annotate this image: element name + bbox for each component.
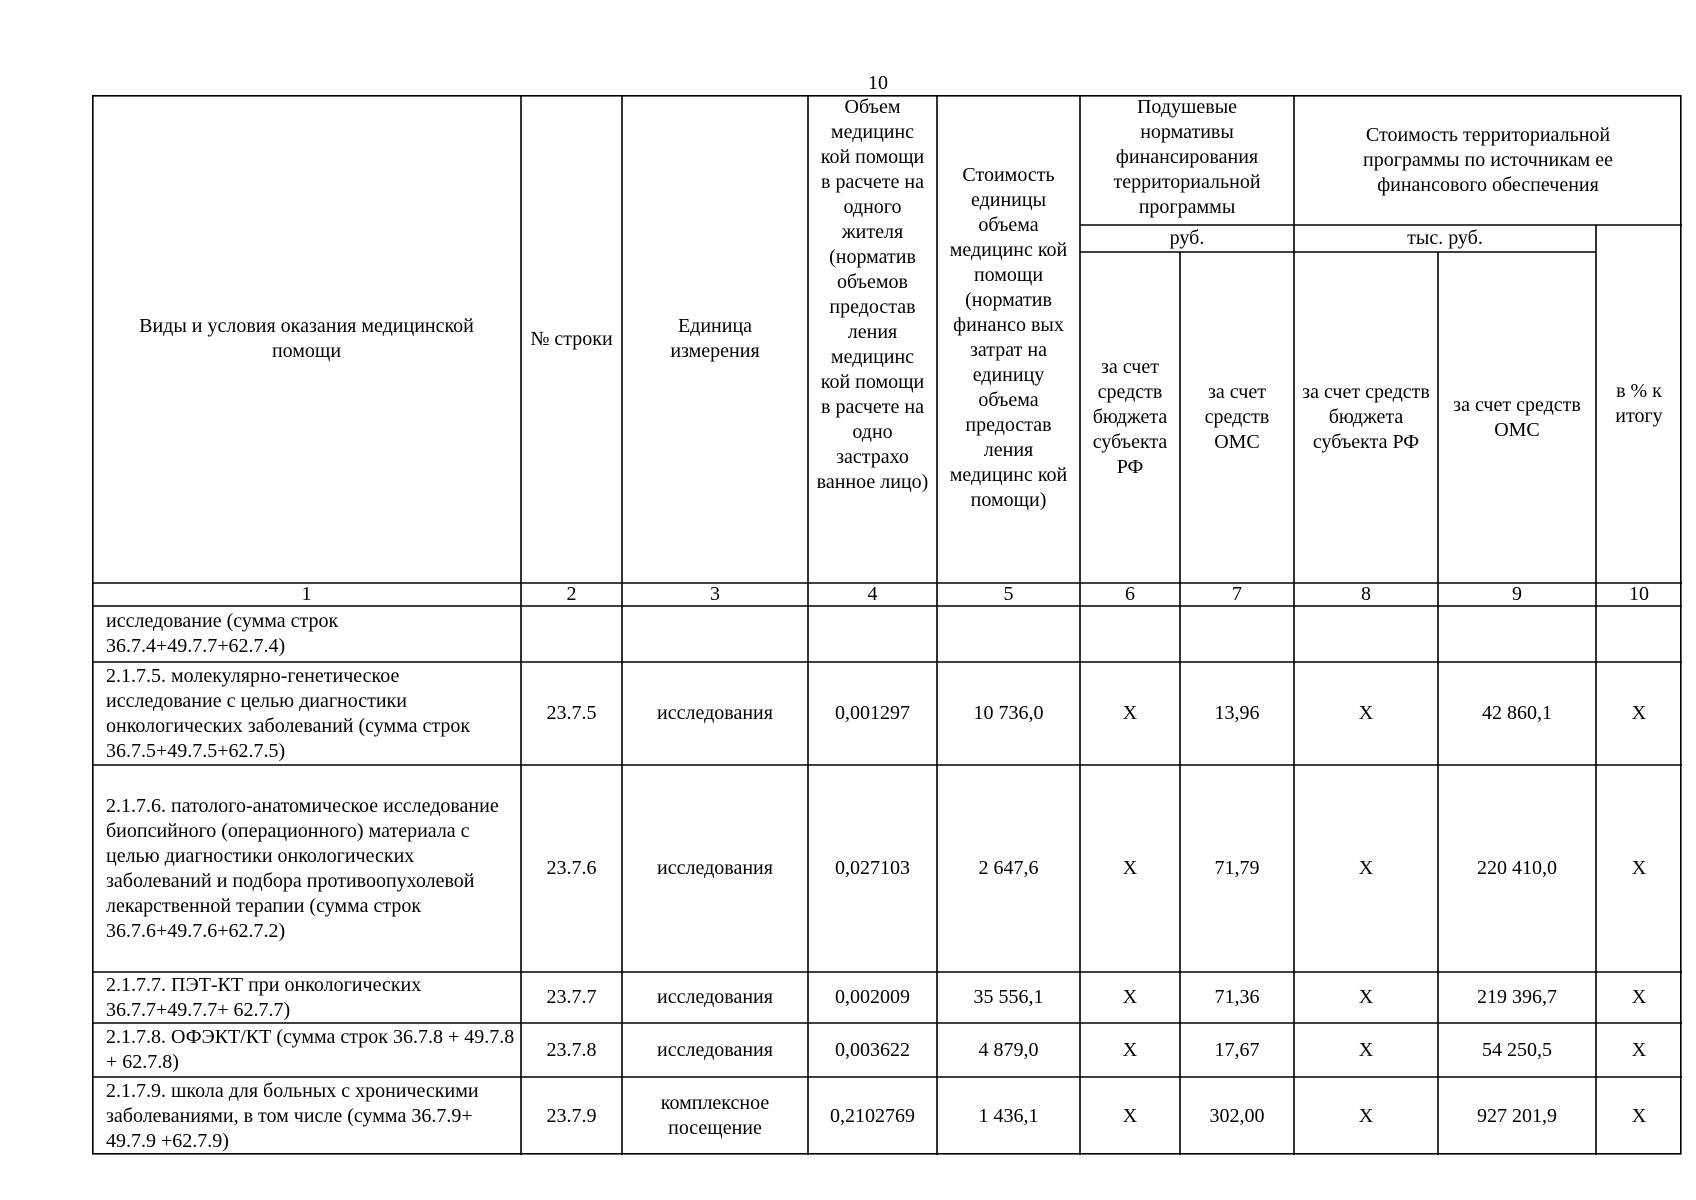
- row-line-number-text: 23.7.6: [546, 857, 597, 879]
- row-per-capita-oms: [1180, 972, 1294, 1023]
- row-line-number-text: 23.7.9: [546, 1104, 597, 1127]
- header-types-of-care: Виды и условия оказания медицинской помощи: [139, 315, 474, 362]
- row-unit-cost: [937, 972, 1080, 1023]
- row-total-oms: [1438, 1023, 1596, 1077]
- row-unit: [622, 972, 808, 1023]
- row-volume-text: 0,027103: [835, 857, 910, 879]
- header-volume: Объем медицинс кой помощи в расчете на одного жителя (норматив объемов предостав ления медицинс кой помощи в расчете на одно застрахо ванное лицо): [816, 96, 929, 493]
- row-total-budget: [1294, 1077, 1438, 1155]
- row-per-capita-budget: [1080, 765, 1180, 972]
- header-per-capita-group: Подушевые нормативы финансирования территориальной программы: [1113, 96, 1261, 218]
- row-volume: [808, 662, 937, 765]
- row-per-capita-budget: [1080, 972, 1180, 1023]
- row-unit-text: исследования: [657, 986, 773, 1008]
- row-total-budget-text: Х: [1358, 702, 1374, 724]
- row-per-capita-budget: [1080, 606, 1180, 662]
- row-unit-cost: [937, 1023, 1080, 1077]
- row-total-oms: [1438, 662, 1596, 765]
- row-per-capita-oms-text: 71,36: [1214, 986, 1260, 1008]
- row-care-type: [92, 606, 521, 662]
- row-care-type-text: 2.1.7.7. ПЭТ-КТ при онкологических 36.7.7+49.7.7+ 62.7.7): [106, 973, 422, 1021]
- column-number-6: 6: [1125, 583, 1135, 605]
- row-unit-text: комплексное посещение: [660, 1092, 770, 1139]
- row-total-oms-text: 220 410,0: [1477, 857, 1557, 879]
- row-line-number: [521, 765, 622, 972]
- row-line-number: [521, 1023, 622, 1077]
- row-total-oms-text: 42 860,1: [1482, 702, 1552, 724]
- header-per-capita-oms: за счет средств ОМС: [1204, 381, 1270, 453]
- row-volume: [808, 765, 937, 972]
- row-total-budget: [1294, 662, 1438, 765]
- row-care-type: [92, 1077, 521, 1155]
- row-per-capita-budget-text: Х: [1122, 1038, 1138, 1061]
- row-unit-cost: [937, 606, 1080, 662]
- row-volume: [808, 1023, 937, 1077]
- column-number-7: 7: [1232, 583, 1242, 605]
- row-per-capita-budget: [1080, 662, 1180, 765]
- row-total-budget: [1294, 606, 1438, 662]
- row-total-budget-text: Х: [1358, 1038, 1374, 1061]
- row-volume-text: 0,2102769: [830, 1104, 915, 1127]
- row-unit-cost-text: 4 879,0: [978, 1038, 1039, 1061]
- row-per-capita-budget-text: Х: [1122, 986, 1138, 1008]
- row-care-type-text: 2.1.7.6. патолого-анатомическое исследование биопсийного (операционного) материала с целью диагностики онкологических заболеваний и подбора противоопухолевой лекарственной терапии (сумма строк 36.7.6+49.7.6+62.7.2): [106, 794, 499, 942]
- row-line-number: [521, 972, 622, 1023]
- column-number-4: 4: [867, 583, 878, 605]
- row-unit-text: исследования: [657, 702, 773, 724]
- header-unit-rub: руб.: [1169, 227, 1205, 249]
- row-percent-text: Х: [1631, 857, 1647, 879]
- header-unit-cost: Стоимость единицы объема медицинс кой помощи (норматив финансо вых затрат на единицу объема предостав ления медицинс кой помощи): [949, 164, 1068, 511]
- row-care-type-text: 2.1.7.9. школа для больных с хроническими заболеваниями, в том числе (сумма 36.7.9+ 49.7.9 +62.7.9): [106, 1079, 479, 1152]
- row-total-oms: [1438, 765, 1596, 972]
- row-per-capita-budget-text: Х: [1122, 702, 1138, 724]
- row-percent: [1596, 1077, 1682, 1155]
- row-unit-cost-text: 2 647,6: [978, 857, 1039, 879]
- row-total-budget: [1294, 765, 1438, 972]
- column-number-9: 9: [1512, 583, 1522, 605]
- header-percent-of-total: в % к итогу: [1615, 380, 1663, 427]
- row-care-type-text: 2.1.7.5. молекулярно-генетическое исследование с целью диагностики онкологических заболеваний (сумма строк 36.7.5+49.7.5+62.7.5): [106, 664, 471, 762]
- row-unit-cost: [937, 765, 1080, 972]
- row-total-budget: [1294, 1023, 1438, 1077]
- row-unit-cost-text: 10 736,0: [973, 702, 1044, 724]
- row-unit-text: исследования: [657, 1038, 773, 1061]
- row-percent-text: Х: [1631, 702, 1647, 724]
- header-unit-thousand-rub: тыс. руб.: [1407, 227, 1483, 249]
- row-total-oms-text: 219 396,7: [1477, 986, 1557, 1008]
- row-unit: [622, 606, 808, 662]
- row-unit: [622, 765, 808, 972]
- row-per-capita-budget-text: Х: [1122, 1104, 1138, 1127]
- row-per-capita-oms-text: 13,96: [1214, 702, 1260, 724]
- column-number-10: 10: [1629, 583, 1649, 605]
- row-total-oms-text: 927 201,9: [1477, 1104, 1557, 1127]
- row-volume: [808, 606, 937, 662]
- row-percent: [1596, 765, 1682, 972]
- row-volume-text: 0,001297: [835, 702, 910, 724]
- row-care-type: [92, 765, 521, 972]
- page-number: 10: [868, 72, 888, 94]
- row-volume: [808, 972, 937, 1023]
- row-unit: [622, 662, 808, 765]
- row-total-budget-text: Х: [1358, 986, 1374, 1008]
- column-number-2: 2: [566, 583, 577, 605]
- row-line-number: [521, 662, 622, 765]
- row-unit-cost: [937, 1077, 1080, 1155]
- column-number-3: 3: [710, 583, 720, 605]
- row-per-capita-budget: [1080, 1023, 1180, 1077]
- row-per-capita-oms: [1180, 662, 1294, 765]
- row-line-number-text: 23.7.7: [546, 986, 597, 1008]
- row-per-capita-oms: [1180, 606, 1294, 662]
- row-total-oms: [1438, 1077, 1596, 1155]
- row-percent: [1596, 606, 1682, 662]
- column-number-1: 1: [301, 583, 312, 605]
- header-line-number: № строки: [530, 327, 613, 350]
- row-percent-text: Х: [1631, 986, 1647, 1008]
- row-per-capita-oms-text: 302,00: [1209, 1104, 1265, 1127]
- row-per-capita-budget-text: Х: [1122, 857, 1138, 879]
- row-unit-cost-text: 35 556,1: [973, 986, 1044, 1008]
- row-line-number-text: 23.7.8: [546, 1038, 597, 1061]
- row-care-type: [92, 972, 521, 1023]
- row-care-type: [92, 1023, 521, 1077]
- row-total-oms: [1438, 972, 1596, 1023]
- row-care-type-text: 2.1.7.8. ОФЭКТ/КТ (сумма строк 36.7.8 + 49.7.8 + 62.7.8): [106, 1026, 515, 1073]
- row-per-capita-oms: [1180, 1077, 1294, 1155]
- row-per-capita-oms: [1180, 1023, 1294, 1077]
- row-line-number-text: 23.7.5: [546, 702, 597, 724]
- row-unit-text: исследования: [657, 857, 773, 879]
- column-number-8: 8: [1361, 583, 1371, 605]
- row-volume: [808, 1077, 937, 1155]
- row-percent: [1596, 972, 1682, 1023]
- column-number-5: 5: [1003, 583, 1014, 605]
- row-total-budget-text: Х: [1358, 1104, 1374, 1127]
- row-per-capita-oms-text: 71,79: [1214, 857, 1260, 879]
- row-per-capita-budget: [1080, 1077, 1180, 1155]
- header-total-oms: за счет средств ОМС: [1453, 393, 1581, 441]
- row-line-number: [521, 606, 622, 662]
- row-percent: [1596, 662, 1682, 765]
- row-per-capita-oms: [1180, 765, 1294, 972]
- row-total-oms: [1438, 606, 1596, 662]
- row-volume-text: 0,002009: [835, 986, 910, 1008]
- row-unit: [622, 1077, 808, 1155]
- header-unit: Единица измерения: [670, 315, 760, 362]
- header-program-cost-group: Стоимость территориальной программы по источникам ее финансового обеспечения: [1363, 123, 1613, 196]
- row-unit-cost: [937, 662, 1080, 765]
- row-percent-text: Х: [1631, 1104, 1647, 1127]
- row-care-type: [92, 662, 521, 765]
- row-total-oms-text: 54 250,5: [1482, 1038, 1552, 1061]
- row-unit: [622, 1023, 808, 1077]
- header-total-budget: за счет средств бюджета субъекта РФ: [1302, 381, 1430, 453]
- row-percent-text: Х: [1631, 1038, 1647, 1061]
- row-care-type-text: исследование (сумма строк 36.7.4+49.7.7+62.7.4): [106, 610, 339, 657]
- row-line-number: [521, 1077, 622, 1155]
- cost-table: [92, 95, 1682, 1155]
- row-total-budget: [1294, 972, 1438, 1023]
- row-volume-text: 0,003622: [835, 1038, 910, 1061]
- row-unit-cost-text: 1 436,1: [978, 1104, 1039, 1127]
- row-per-capita-oms-text: 17,67: [1214, 1038, 1260, 1061]
- row-percent: [1596, 1023, 1682, 1077]
- header-per-capita-budget: за счет средств бюджета субъекта РФ: [1092, 356, 1168, 478]
- row-total-budget-text: Х: [1358, 857, 1374, 879]
